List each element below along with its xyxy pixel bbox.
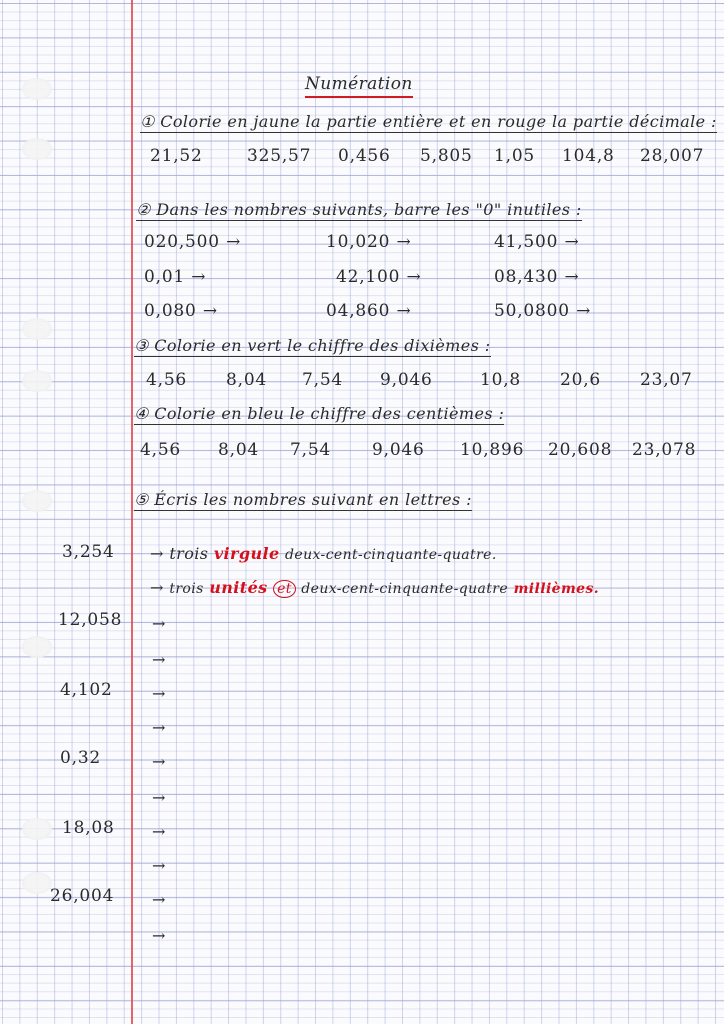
arrow: →: [150, 578, 164, 597]
margin-number: 12,058: [58, 610, 123, 630]
ex2-item: 020,500 →: [144, 232, 242, 252]
ex3-number: 23,07: [640, 370, 693, 390]
ex3-number: 9,046: [380, 370, 433, 390]
margin-line: [131, 0, 133, 1024]
example-line-2: → trois unités et deux-cent-cinquante-quatre millièmes.: [150, 578, 600, 597]
circled-et: et: [273, 580, 296, 598]
ex1-number: 28,007: [640, 146, 705, 166]
ex4-number: 8,04: [218, 440, 260, 460]
punch-hole: [22, 636, 52, 658]
arrow: →: [150, 544, 164, 563]
ex2-item: 04,860 →: [326, 301, 412, 321]
punch-hole: [22, 490, 52, 512]
answer-arrow: →: [152, 752, 166, 771]
ex2-item: 08,430 →: [494, 267, 580, 287]
punch-hole: [22, 818, 52, 840]
ex4-number: 7,54: [290, 440, 332, 460]
ex3-number: 10,8: [480, 370, 522, 390]
punch-hole: [22, 872, 52, 894]
ex4-number: 10,896: [460, 440, 525, 460]
punch-hole: [22, 78, 52, 100]
exercise-2-instruction: ② Dans les nombres suivants, barre les "0" inutiles :: [136, 200, 582, 219]
margin-number: 0,32: [60, 748, 102, 768]
exercise-3-instruction: ③ Colorie en vert le chiffre des dixièmes :: [134, 336, 491, 355]
ex2-item: 42,100 →: [336, 267, 422, 287]
ex4-number: 20,608: [548, 440, 613, 460]
ex1-number: 325,57: [247, 146, 312, 166]
ex1-number: 1,05: [494, 146, 536, 166]
answer-arrow: →: [152, 788, 166, 807]
ex1-number: 21,52: [150, 146, 203, 166]
punch-hole: [22, 138, 52, 160]
answer-arrow: →: [152, 856, 166, 875]
example-line-1: → trois virgule deux-cent-cinquante-quatre.: [150, 544, 497, 563]
answer-arrow: →: [152, 926, 166, 945]
exercise-5-instruction: ⑤ Écris les nombres suivant en lettres :: [134, 490, 472, 509]
answer-arrow: →: [152, 890, 166, 909]
ex4-number: 9,046: [372, 440, 425, 460]
ex1-number: 104,8: [562, 146, 615, 166]
page-title: Numération: [305, 74, 413, 94]
answer-arrow: →: [152, 650, 166, 669]
ex4-number: 4,56: [140, 440, 182, 460]
ex2-item: 50,0800 →: [494, 301, 592, 321]
exercise-1-instruction: ① Colorie en jaune la partie entière et en rouge la partie décimale :: [140, 112, 717, 131]
ex2-item: 10,020 →: [326, 232, 412, 252]
answer-arrow: →: [152, 822, 166, 841]
exercise-4-instruction: ④ Colorie en bleu le chiffre des centièmes :: [134, 404, 505, 423]
margin-number: 3,254: [62, 542, 115, 562]
ex1-number: 0,456: [338, 146, 391, 166]
answer-arrow: →: [152, 684, 166, 703]
ex1-number: 5,805: [420, 146, 473, 166]
margin-number: 4,102: [60, 680, 113, 700]
ex4-number: 23,078: [632, 440, 697, 460]
margin-number: 26,004: [50, 886, 115, 906]
margin-number: 18,08: [62, 818, 115, 838]
ex3-number: 4,56: [146, 370, 188, 390]
answer-arrow: →: [152, 718, 166, 737]
ex2-item: 41,500 →: [494, 232, 580, 252]
answer-arrow: →: [152, 614, 166, 633]
ex3-number: 20,6: [560, 370, 602, 390]
ex3-number: 7,54: [302, 370, 344, 390]
ex2-item: 0,01 →: [144, 267, 207, 287]
ex2-item: 0,080 →: [144, 301, 218, 321]
punch-hole: [22, 318, 52, 340]
ex3-number: 8,04: [226, 370, 268, 390]
punch-hole: [22, 370, 52, 392]
